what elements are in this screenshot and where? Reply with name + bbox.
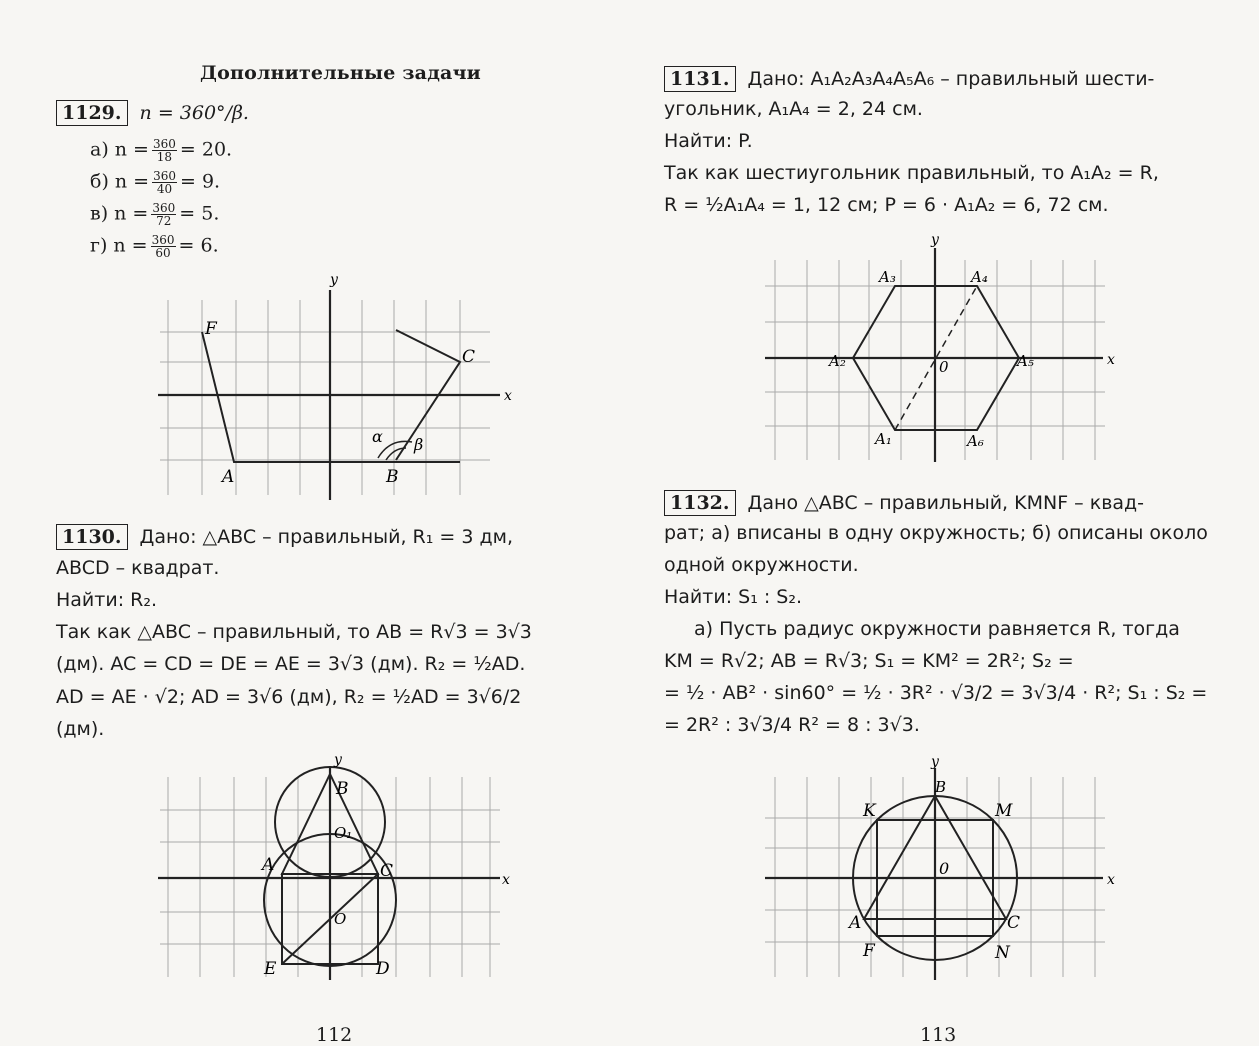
- fig-label-b: B: [386, 467, 399, 487]
- problem-1129-case-1: [90, 170, 220, 195]
- case-label: г) n =: [90, 234, 148, 257]
- fig-label-o1: O₁: [334, 824, 353, 842]
- problem-1131-line-0: [664, 66, 1154, 92]
- fig-label-y: y: [931, 232, 939, 248]
- fig-label-alpha: α: [372, 427, 383, 446]
- problem-1129-case-3: [90, 234, 219, 259]
- fig-label-o: 0: [939, 358, 949, 376]
- problem-1132-line-4: а) Пусть радиус окружности равняется R, тогда: [694, 618, 1180, 640]
- figure-1129: [150, 270, 520, 505]
- fig-label-e: E: [264, 959, 277, 979]
- problem-1130-line-5: AD = AE · √2; AD = 3√6 (дм), R₂ = ½AD = 3√6/2: [56, 686, 522, 708]
- problem-number: 1130.: [56, 524, 128, 550]
- section-title: Дополнительные задачи: [200, 62, 481, 84]
- fig-label-f: F: [863, 941, 875, 961]
- fig-label-m: M: [995, 801, 1013, 821]
- fig-label-d: D: [376, 959, 390, 979]
- fig-label-y: y: [330, 272, 338, 288]
- problem-1132-line-7: = 2R² : 3√3/4 R² = 8 : 3√3.: [664, 714, 920, 736]
- problem-1130-line-2: Найти: R₂.: [56, 589, 157, 611]
- fraction: [151, 234, 176, 259]
- fig-label-b: B: [935, 778, 947, 796]
- fig-label-o: 0: [939, 859, 950, 878]
- case-result: = 5.: [179, 202, 220, 225]
- fraction: [152, 138, 177, 163]
- fig-label-x: x: [504, 388, 512, 404]
- text: Дано: A₁A₂A₃A₄A₅A₆ – правильный шести-: [747, 68, 1155, 90]
- problem-1129-header: [56, 100, 249, 126]
- problem-number: 1129.: [56, 100, 128, 126]
- problem-1129-case-2: [90, 202, 219, 227]
- page-number: 112: [316, 1024, 353, 1046]
- fig-label-n: N: [995, 943, 1010, 963]
- fig-label-beta: β: [414, 435, 424, 454]
- figure-1132: [755, 752, 1125, 984]
- fig-label-a3: A₃: [879, 268, 896, 286]
- fig-label-a4: A₄: [971, 268, 988, 286]
- fig-label-a: A: [849, 913, 862, 933]
- fig-label-a: A: [262, 855, 275, 875]
- fraction: [151, 202, 176, 227]
- problem-1130-line-1: ABCD – квадрат.: [56, 557, 220, 579]
- problem-1130-line-4: (дм). AC = CD = DE = AE = 3√3 (дм). R₂ = ½AD.: [56, 653, 526, 675]
- case-label: б) n =: [90, 170, 150, 193]
- fig-label-f: F: [205, 319, 217, 339]
- figure-1131: [755, 230, 1125, 466]
- problem-1130-line-3: Так как △ABC – правильный, то AB = R√3 = 3√3: [56, 621, 532, 643]
- fig-label-c: C: [1007, 913, 1021, 933]
- text: Дано △ABC – правильный, KMNF – квад-: [747, 492, 1145, 514]
- fig-label-x: x: [1107, 872, 1115, 888]
- fig-label-a2: A₂: [829, 352, 846, 370]
- fig-label-c: C: [380, 861, 394, 881]
- case-result: = 9.: [180, 170, 221, 193]
- fig-label-y: y: [931, 754, 939, 770]
- fig-label-y: y: [334, 752, 342, 768]
- left-page: [0, 0, 630, 1045]
- fraction-denominator: 40: [156, 182, 173, 196]
- figure-1130: [150, 752, 520, 984]
- problem-1132-line-2: одной окружности.: [664, 554, 859, 576]
- problem-1129-case-0: [90, 138, 232, 163]
- problem-1131-line-4: R = ½A₁A₄ = 1, 12 см; P = 6 · A₁A₂ = 6, 72 см.: [664, 194, 1109, 216]
- problem-1132-line-0: [664, 490, 1144, 516]
- case-label: а) n =: [90, 138, 149, 161]
- fig-label-x: x: [502, 872, 510, 888]
- fraction-numerator: 360: [152, 137, 176, 151]
- case-result: = 6.: [178, 234, 219, 257]
- formula: n = 360°/β.: [139, 102, 249, 124]
- case-result: = 20.: [179, 138, 233, 161]
- problem-1130-line-0: [56, 524, 513, 550]
- fraction-numerator: 360: [153, 169, 176, 183]
- right-page: [630, 0, 1259, 1045]
- fraction-numerator: 360: [151, 233, 175, 247]
- problem-1132-line-3: Найти: S₁ : S₂.: [664, 586, 803, 608]
- fig-label-x: x: [1107, 352, 1115, 368]
- fig-label-a: A: [222, 467, 235, 487]
- page-number: 113: [920, 1024, 957, 1046]
- fraction-denominator: 18: [156, 150, 173, 164]
- fig-label-o: O: [334, 910, 347, 928]
- problem-1132-line-6: = ½ · AB² · sin60° = ½ · 3R² · √3/2 = 3√3/4 · R²; S₁ : S₂ =: [664, 682, 1208, 704]
- fraction-denominator: 60: [155, 246, 171, 260]
- case-label: в) n =: [90, 202, 149, 225]
- problem-number: 1131.: [664, 66, 736, 92]
- fig-label-a5: A₅: [1017, 352, 1034, 370]
- problem-1132-line-1: рат; а) вписаны в одну окружность; б) описаны около: [664, 522, 1208, 544]
- fig-label-c: C: [462, 347, 476, 367]
- problem-1131-line-3: Так как шестиугольник правильный, то A₁A₂ = R,: [664, 162, 1159, 184]
- problem-1130-line-6: (дм).: [56, 718, 105, 740]
- fig-label-a1: A₁: [875, 430, 892, 448]
- fig-label-b: B: [336, 779, 349, 799]
- fraction-numerator: 360: [152, 201, 176, 215]
- fraction-denominator: 72: [156, 214, 172, 228]
- problem-number: 1132.: [664, 490, 736, 516]
- text: Дано: △ABC – правильный, R₁ = 3 дм,: [139, 526, 513, 548]
- problem-1132-line-5: KM = R√2; AB = R√3; S₁ = KM² = 2R²; S₂ =: [664, 650, 1074, 672]
- problem-1131-line-1: угольник, A₁A₄ = 2, 24 см.: [664, 98, 923, 120]
- fraction: [152, 170, 177, 195]
- problem-1131-line-2: Найти: P.: [664, 130, 753, 152]
- fig-label-a6: A₆: [967, 432, 984, 450]
- fig-label-k: K: [863, 801, 876, 821]
